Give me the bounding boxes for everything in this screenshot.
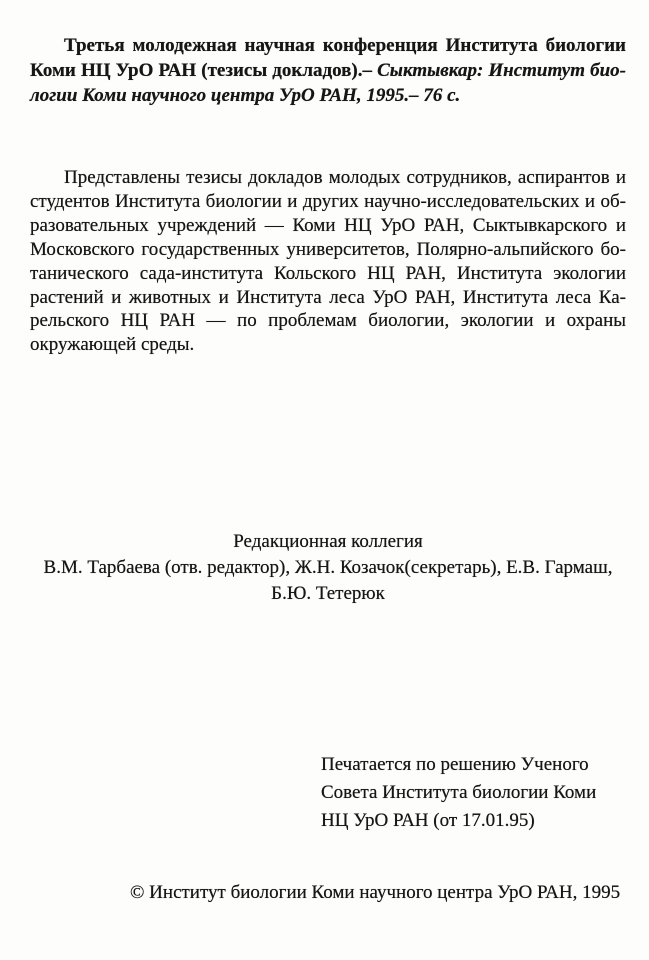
copyright-line: © Институт биологии Коми научного центра УрО РАН, 1995	[130, 882, 621, 903]
annotation-paragraph	[30, 166, 626, 357]
bibliographic-line	[30, 33, 626, 58]
annotation-line: студентов Института биологии и других научно-исследовательских и об-	[30, 190, 626, 212]
bibliographic-title-bold: Третья молодежная научная конференция Института биологии	[64, 35, 626, 56]
annotation-line: окружающей среды.	[30, 334, 195, 356]
annotation-line: танического сада-института Кольского НЦ РАН, Института экологии	[30, 262, 626, 284]
bibliographic-imprint-italic-continued: логии Коми научного центра УрО РАН, 1995.– 76 с.	[30, 85, 461, 106]
annotation-line: рельского НЦ РАН — по проблемам биологии, экологии и охраны	[30, 310, 626, 332]
annotation-line: разовательных учреждений — Коми НЦ УрО РАН, Сыктывкарского и	[30, 214, 626, 236]
bibliographic-imprint-italic: Сыктывкар: Институт био-	[372, 60, 626, 81]
annotation-line: Московского государственных университетов, Полярно-альпийского бо-	[30, 238, 626, 260]
editorial-board-members: В.М. Тарбаева (отв. редактор), Ж.Н. Козачок(секретарь), Е.В. Гармаш,	[43, 557, 613, 578]
editorial-board-title: Редакционная коллегия	[233, 531, 423, 552]
printing-approval-note	[321, 751, 596, 835]
bibliographic-line	[30, 83, 626, 108]
editorial-board	[30, 529, 626, 607]
annotation-line: Представлены тезисы докладов молодых сотрудников, аспирантов и	[64, 167, 626, 188]
approval-line: Совета Института биологии Коми	[321, 782, 597, 803]
bibliographic-line	[30, 58, 626, 83]
bibliographic-title-bold-continued: Коми НЦ УрО РАН (тезисы докладов).–	[30, 60, 372, 81]
annotation-line: растений и животных и Института леса УрО РАН, Института леса Ка-	[30, 286, 626, 308]
bibliographic-record	[30, 33, 626, 108]
editorial-board-members: Б.Ю. Тетерюк	[271, 583, 385, 604]
approval-line: НЦ УрО РАН (от 17.01.95)	[321, 810, 535, 831]
approval-line: Печатается по решению Ученого	[321, 754, 589, 775]
